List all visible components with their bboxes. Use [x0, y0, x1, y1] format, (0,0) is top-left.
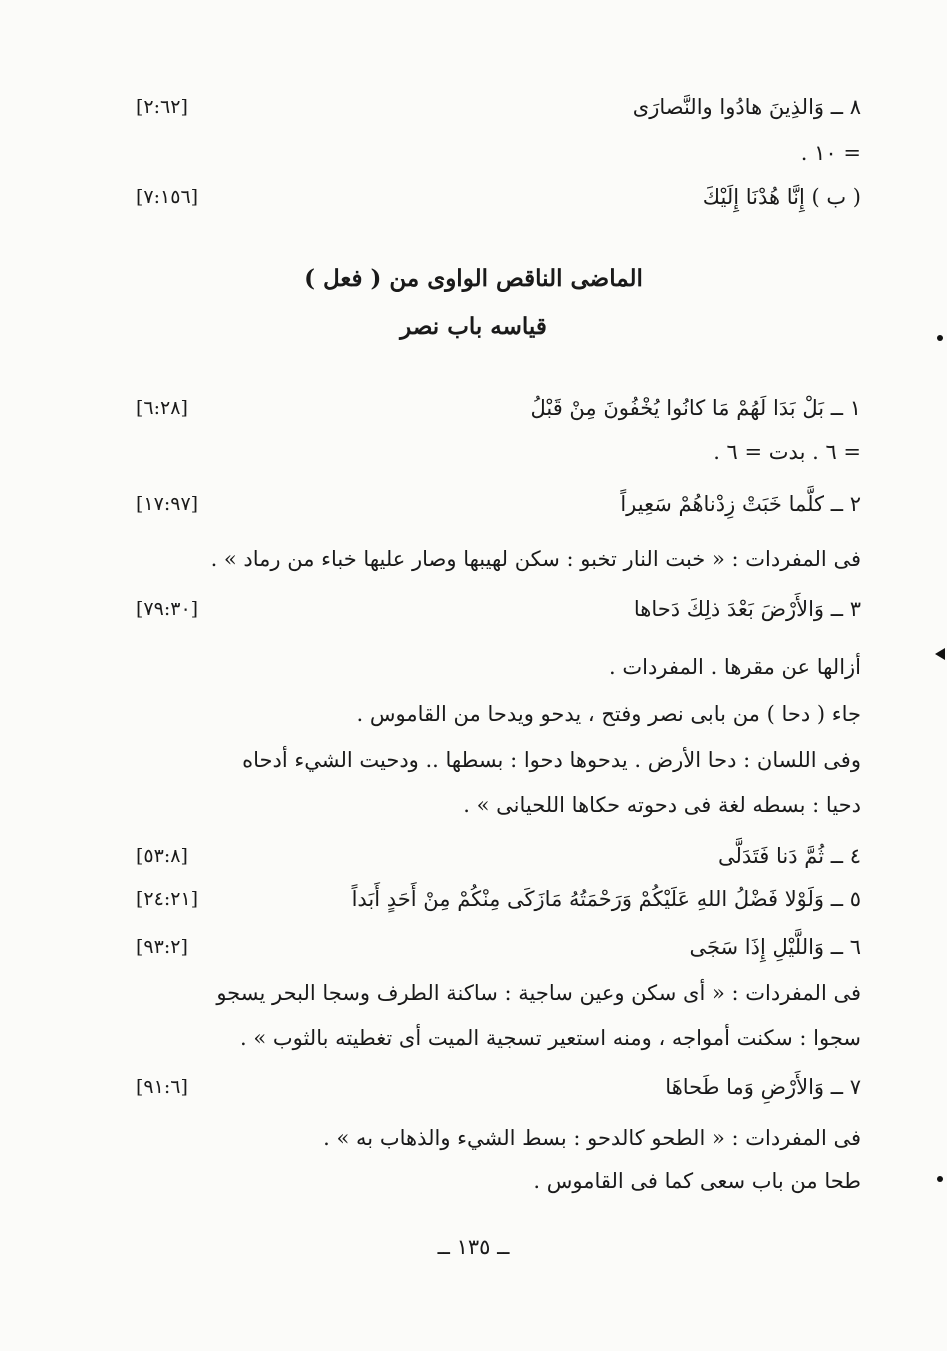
commentary-line: فى المفردات : « أى سكن وعين ساجية : ساكنة الطرف وسجا البحر يسجو [216, 981, 861, 1005]
commentary-line: جاء ( دحا ) من بابى نصر وفتح ، يدحو ويدحا من القاموس . [356, 702, 861, 726]
verse-text: ١ ــ بَلْ بَدَا لَهُمْ مَا كانُوا يُخْفُونَ مِنْ قَبْلُ [530, 396, 861, 420]
verse-reference: [٩٣:٢] [136, 936, 188, 958]
verse-text: ( ب ) إِنَّا هُدْنَا إِلَيْكَ [702, 185, 861, 209]
commentary-line: سجوا : سكنت أمواجه ، ومنه استعير تسجية الميت أى تغطيته بالثوب » . [239, 1026, 861, 1050]
margin-dot-mark [937, 1176, 943, 1182]
note-text: = ١٠ . [800, 141, 861, 165]
verse-reference: [١٧:٩٧] [136, 493, 199, 515]
commentary-line: طحا من باب سعى كما فى القاموس . [533, 1169, 861, 1193]
commentary-line: أزالها عن مقرها . المفردات . [609, 655, 861, 679]
commentary-line: فى المفردات : « الطحو كالدحو : بسط الشيء والذهاب به » . [323, 1126, 861, 1150]
section-title: الماضى الناقص الواوى من ( فعل ) [304, 265, 643, 292]
verse-reference: [٦:٢٨] [136, 397, 188, 419]
verse-text: ٢ ــ كلَّما خَبَتْ زِدْناهُمْ سَعِيراً [620, 492, 861, 516]
commentary-line: فى المفردات : « خبت النار تخبو : سكن لهيبها وصار عليها خباء من رماد » . [210, 547, 861, 571]
verse-reference: [٧٩:٣٠] [136, 598, 199, 620]
verse-text: ٣ ــ وَالأَرْضَ بَعْدَ ذلِكَ دَحاها [633, 597, 861, 621]
verse-text: ٧ ــ وَالأَرْضِ وَما طَحاهَا [665, 1075, 861, 1099]
commentary-line: وفى اللسان : دحا الأرض . يدحوها دحوا : بسطها .. ودحيت الشيء أدحاه [242, 748, 861, 772]
verse-reference: [٢٤:٢١] [136, 888, 199, 910]
page-number: ــ ١٣٥ ــ [437, 1235, 510, 1259]
verse-reference: [٢:٦٢] [136, 96, 188, 118]
commentary-line: دحيا : بسطه لغة فى دحوته حكاها اللحيانى » . [463, 793, 861, 817]
margin-arrow-mark [935, 648, 945, 660]
margin-dot-mark [937, 335, 943, 341]
note-text: = ٦ . بدت = ٦ . [713, 440, 861, 464]
verse-text: ٦ ــ وَاللَّيْلِ إِذَا سَجَى [689, 935, 861, 959]
verse-text: ٤ ــ ثُمَّ دَنا فَتَدَلَّى [717, 844, 861, 868]
section-subtitle: قياسه باب نصر [400, 313, 547, 340]
verse-reference: [٥٣:٨] [136, 845, 188, 867]
verse-text: ٥ ــ وَلَوْلا فَضْلُ اللهِ عَلَيْكُمْ وَرَحْمَتُهُ مَازَكَى مِنْكُمْ مِنْ أَحَدٍ أَبَداً [351, 887, 861, 911]
verse-reference: [٧:١٥٦] [136, 186, 199, 208]
verse-reference: [٩١:٦] [136, 1076, 188, 1098]
verse-text: ٨ ــ وَالذِينَ هادُوا والنَّصارَى [632, 95, 861, 119]
